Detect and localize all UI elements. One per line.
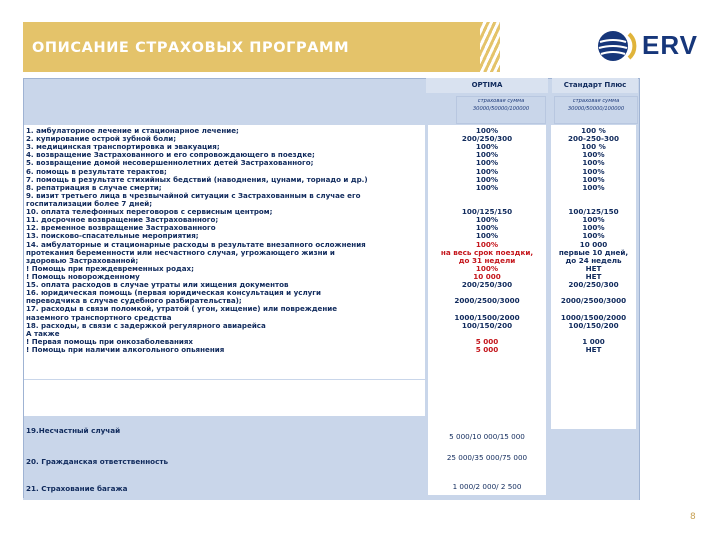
coverage-item: 13. поисково-спасательные мероприятия; [26, 232, 199, 241]
optima-value: 100% [475, 143, 499, 152]
coverage-item: 6. помощь в результате терактов; [26, 167, 167, 176]
column-header-standard: Стандарт Плюс [552, 78, 638, 93]
title-band-stripes [480, 22, 500, 72]
accident-optima-value: 5 000/10 000/15 000 [449, 432, 525, 441]
coverage-item: ! Помощь при наличии алкогольного опьянения [26, 345, 225, 354]
optima-value: 100% [475, 240, 499, 249]
coverage-item: 12. временное возвращение Застрахованного [26, 224, 216, 233]
standard-value [551, 305, 636, 313]
coverage-item: 5. возвращение домой несовершеннолетних детей Застрахованного; [26, 159, 314, 168]
table-bottom-border [23, 498, 639, 500]
standard-value: 1000/1500/2000 [560, 313, 627, 322]
optima-value: 1000/1500/2000 [454, 313, 520, 322]
coverage-item: 4. возвращение Застрахованного и его сопровождающего в поездке; [26, 151, 315, 160]
standard-value: 200-250-300 [568, 135, 619, 144]
standard-value: 10 000 [579, 240, 608, 249]
baggage-label: 21. Страхование багажа [26, 484, 128, 493]
page-number: 8 [690, 512, 696, 522]
liability-optima-value: 25 000/35 000/75 000 [446, 453, 528, 462]
coverage-item: переводчика в случае судебного разбирательства); [26, 297, 242, 306]
standard-value: 100% [582, 159, 605, 168]
optima-value: 10 000 [473, 272, 501, 281]
optima-sum-value: 30000/50000/100000 [472, 106, 530, 112]
optima-value: 5 000 [475, 337, 499, 346]
optima-value: 200/250/300 [461, 135, 513, 144]
standard-values [551, 127, 636, 354]
standard-value: НЕТ [585, 272, 602, 281]
optima-value: 100% [475, 232, 499, 241]
standard-value: первые 10 дней, [558, 248, 629, 257]
standard-value: НЕТ [585, 264, 602, 273]
coverage-item: 2. купирование острой зубной боли; [26, 135, 177, 144]
optima-value [428, 330, 546, 338]
standard-value [551, 200, 636, 208]
optima-value: 100% [475, 151, 499, 160]
optima-value: 100% [475, 127, 499, 135]
optima-value: 100% [475, 183, 499, 192]
coverage-item: 18. расходы, в связи с задержкой регулярного авиарейса [26, 321, 266, 330]
standard-value [551, 192, 636, 200]
standard-value [551, 330, 636, 338]
standard-value: 200/250/300 [568, 281, 619, 290]
page-title: ОПИСАНИЕ СТРАХОВЫХ ПРОГРАММ [32, 40, 350, 56]
coverage-item: 1. амбулаторное лечение и стационарное лечение; [26, 127, 239, 135]
coverage-item: 15. оплата расходов в случае утраты или хищения документов [26, 281, 289, 290]
coverage-item: ! Помощь при преждевременных родах; [26, 264, 194, 273]
standard-value: НЕТ [585, 345, 602, 354]
optima-values [428, 127, 546, 354]
standard-value: 100% [582, 232, 605, 241]
standard-value: 100% [582, 183, 605, 192]
standard-sum-cell [554, 96, 638, 124]
optima-value: 100/125/150 [461, 208, 513, 217]
accident-label: 19.Несчастный случай [26, 426, 121, 435]
optima-value [428, 289, 546, 297]
coverage-item: 14. амбулаторные и стационарные расходы в результате внезапного осложнения [26, 240, 366, 249]
coverage-item: 10. оплата телефонных переговоров с сервисным центром; [26, 208, 273, 217]
standard-value: 100% [582, 175, 605, 184]
standard-value: 100% [582, 151, 605, 160]
optima-value [428, 192, 546, 200]
standard-value: 100% [582, 167, 605, 176]
liability-label: 20. Гражданская ответственность [26, 457, 169, 466]
coverage-item: 17. расходы в связи поломкой, утратой ( угон, хищение) или повреждение [26, 305, 338, 314]
optima-value: 100% [475, 167, 499, 176]
standard-value [551, 289, 636, 297]
standard-value: 100/125/150 [568, 208, 619, 217]
standard-value: 100 % [581, 127, 606, 135]
coverage-item: 3. медицинская транспортировка и эвакуация; [26, 143, 220, 152]
coverage-item: госпитализации более 7 дней; [26, 199, 153, 208]
standard-value: 100% [582, 224, 605, 233]
coverage-item: 9. визит третьего лица в чрезвычайной ситуации с Застрахованным в случае его [26, 191, 361, 200]
standard-sum-label: страховая сумма [572, 98, 620, 104]
column-header-optima: OPTIMA [426, 78, 548, 93]
standard-value: 2000/2500/3000 [560, 297, 627, 306]
optima-value [428, 200, 546, 208]
standard-sum-value: 30000/50000/100000 [567, 106, 625, 112]
optima-value: 100% [475, 216, 499, 225]
coverage-list [26, 127, 426, 354]
optima-sum-cell [456, 96, 546, 124]
coverage-item: 7. помощь в результате стихийных бедствий (наводнения, цунами, торнадо и др.) [26, 175, 368, 184]
coverage-item: здоровью Застрахованной; [26, 256, 139, 265]
standard-value: 100 % [581, 143, 606, 152]
optima-value: на весь срок поездки, [440, 248, 534, 257]
baggage-optima-value: 1 000/2 000/ 2 500 [452, 482, 522, 491]
standard-value: 100/150/200 [568, 321, 619, 330]
optima-value: 2000/2500/3000 [454, 297, 520, 306]
optima-value: 100% [475, 264, 499, 273]
standard-value: 100% [582, 216, 605, 225]
coverage-item: наземного транспортного средства [26, 313, 172, 322]
coverage-item: ! Помощь новорожденному [26, 272, 140, 281]
coverage-item: 16. юридическая помощь (первая юридическая консультация и услуги [26, 289, 321, 298]
slide-header [0, 0, 720, 70]
coverage-item: ! Первая помощь при онкозаболеваниях [26, 337, 193, 346]
optima-sum-label: страховая сумма [477, 98, 525, 104]
optima-value: до 31 недели [458, 256, 516, 265]
optima-value [428, 305, 546, 313]
also-rows-background [24, 380, 425, 416]
logo-text: ERV [642, 30, 698, 60]
optima-value: 100% [475, 175, 499, 184]
optima-value: 100/150/200 [461, 321, 513, 330]
standard-value: 1 000 [582, 337, 605, 346]
optima-value: 200/250/300 [461, 281, 513, 290]
optima-value: 100% [475, 224, 499, 233]
standard-value: до 24 недель [565, 256, 622, 265]
coverage-item: 11. досрочное возвращение Застрахованного; [26, 216, 219, 225]
coverage-item: протекания беременности или несчастного случая, угрожающего жизни и [26, 248, 335, 257]
coverage-item: А также [26, 329, 60, 338]
optima-value: 5 000 [475, 345, 499, 354]
optima-value: 100% [475, 159, 499, 168]
coverage-item: 8. репатриация в случае смерти; [26, 183, 162, 192]
